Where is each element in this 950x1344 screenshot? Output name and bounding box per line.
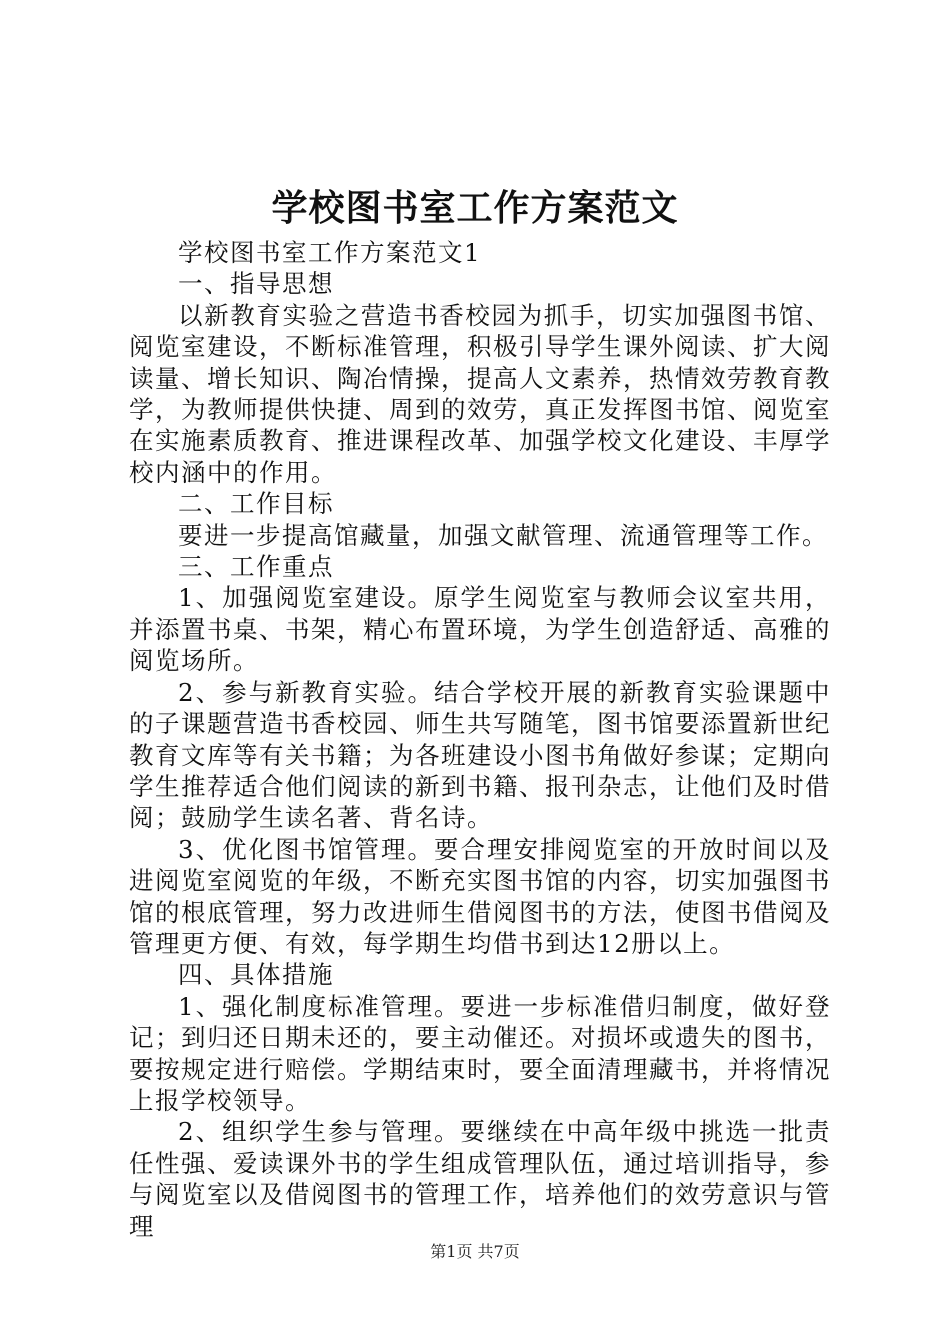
subtitle-line: 学校图书室工作方案范文1 [178,238,482,267]
page-title: 学校图书室工作方案范文 [271,187,679,229]
paragraph-work-goals: 要进一步提高馆藏量，加强文献管理、流通管理等工作。 [178,520,828,550]
page-number-footer: 第1页 共7页 [430,1242,520,1261]
section-heading-specific-measures: 四、具体措施 [178,960,334,990]
paragraph-focus-1: 1、加强阅览室建设。原学生阅览室与教师会议室共用，并添置书桌、书架，精心布置环境，为学生创造舒适、高雅的阅览场所。 [129,583,831,676]
section-heading-guiding-ideology: 一、指导思想 [178,269,334,299]
document-body [129,237,831,1242]
section-heading-work-focus: 三、工作重点 [178,552,334,582]
paragraph-focus-2: 2、参与新教育实验。结合学校开展的新教育实验课题中的子课题营造书香校园、师生共写随笔，图书馆要添置新世纪教育文库等有关书籍；为各班建设小图书角做好参谋；定期向学生推荐适合他们阅读的新到书籍、报刊杂志，让他们及时借阅；鼓励学生读名著、背名诗。 [129,677,831,833]
section-heading-work-goals: 二、工作目标 [178,489,334,519]
paragraph-focus-3: 3、优化图书馆管理。要合理安排阅览室的开放时间以及进阅览室阅览的年级，不断充实图书馆的内容，切实加强图书馆的根底管理，努力改进师生借阅图书的方法，使图书借阅及管理更方便、有效，每学期生均借书到达12册以上。 [129,834,831,958]
paragraph-measure-2: 2、组织学生参与管理。要继续在中高年级中挑选一批责任性强、爱读课外书的学生组成管理队伍，通过培训指导，参与阅览室以及借阅图书的管理工作，培养他们的效劳意识与管理 [129,1117,831,1241]
paragraph-guiding-ideology: 以新教育实验之营造书香校园为抓手，切实加强图书馆、阅览室建设，不断标准管理，积极引导学生课外阅读、扩大阅读量、增长知识、陶冶情操，提高人文素养，热情效劳教育教学，为教师提供快捷、周到的效劳，真正发挥图书馆、阅览室在实施素质教育、推进课程改革、加强学校文化建设、丰厚学校内涵中的作用。 [129,300,831,487]
paragraph-measure-1: 1、强化制度标准管理。要进一步标准借归制度，做好登记；到归还日期未还的，要主动催还。对损坏或遗失的图书，要按规定进行赔偿。学期结束时，要全面清理藏书，并将情况上报学校领导。 [129,991,831,1115]
